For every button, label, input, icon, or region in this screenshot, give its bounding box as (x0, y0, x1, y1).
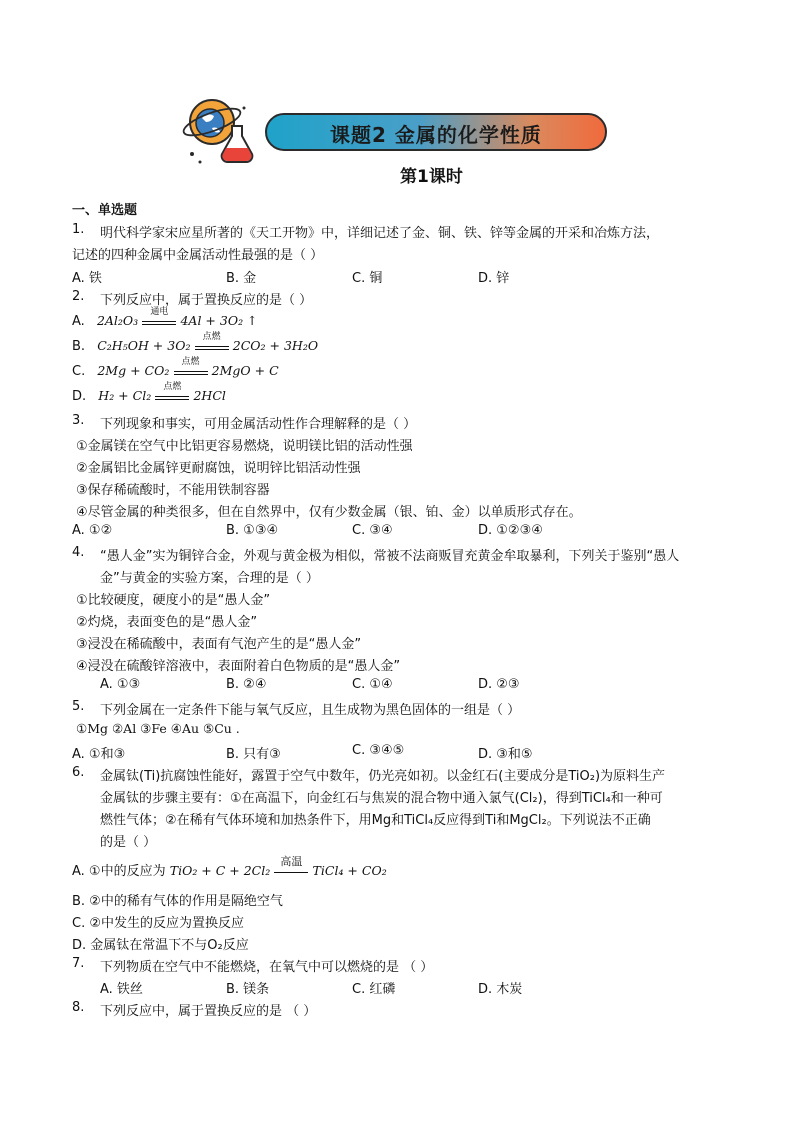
q4-item-3: ③浸没在稀硫酸中，表面有气泡产生的是“愚人金” (76, 637, 362, 652)
equation-left: 2Al₂O₃ (96, 313, 139, 328)
q2-number: 2. (72, 289, 85, 304)
q8-stem: 下列反应中，属于置换反应的是 （ ） (100, 1004, 317, 1019)
reaction-condition: 通电 (142, 315, 176, 325)
reaction-condition: 高温 (274, 866, 308, 875)
q4-number: 4. (72, 545, 85, 560)
q1-line2: 记述的四种金属中金属活动性最强的是（ ） (72, 248, 324, 263)
q4-option-c: C. ①④ (352, 677, 393, 692)
option-label: D. (72, 389, 87, 404)
q2-option-b (72, 332, 319, 354)
q6-option-b: B. ②中的稀有气体的作用是隔绝空气 (72, 894, 283, 909)
section-heading: 一、单选题 (72, 203, 138, 218)
q6-option-d: D. 金属钛在常温下不与O₂反应 (72, 938, 249, 953)
q3-option-d: D. ①②③④ (478, 523, 543, 538)
q3-stem: 下列现象和事实，可用金属活动性作合理解释的是（ ） (100, 417, 417, 432)
q3-item-3: ③保存稀硫酸时，不能用铁制容器 (76, 483, 270, 498)
equation-right: 4Al + 3O₂ ↑ (180, 313, 258, 328)
equation-right: TiCl₄ + CO₂ (312, 863, 387, 878)
q2-option-d (72, 382, 226, 404)
q3-option-b: B. ①③④ (226, 523, 279, 538)
q4-option-a: A. ①③ (100, 677, 141, 692)
q5-option-b: B. 只有③ (226, 747, 281, 762)
q3-option-c: C. ③④ (352, 523, 393, 538)
q3-item-1: ①金属镁在空气中比铝更容易燃烧，说明镁比铝的活动性强 (76, 439, 413, 454)
option-label: B. (72, 339, 86, 354)
q6-line3: 燃性气体；②在稀有气体环境和加热条件下，用Mg和TiCl₄反应得到Ti和MgCl₂。下列说法不正确 (100, 813, 651, 828)
reaction-condition: 点燃 (195, 340, 229, 350)
reaction-condition: 点燃 (155, 390, 189, 400)
q5-option-d: D. ③和⑤ (478, 747, 533, 762)
q1-option-b: B. 金 (226, 271, 257, 286)
reaction-condition: 点燃 (174, 365, 208, 375)
q3-item-2: ②金属铝比金属锌更耐腐蚀，说明锌比铝活动性强 (76, 461, 361, 476)
q2-stem: 下列反应中，属于置换反应的是（ ） (100, 293, 313, 308)
q6-number: 6. (72, 765, 85, 780)
q7-number: 7. (72, 956, 85, 971)
q1-number: 1. (72, 222, 85, 237)
q2-option-c (72, 357, 279, 379)
q7-option-c: C. 红磷 (352, 982, 396, 997)
q1-line1: 明代科学家宋应星所著的《天工开物》中，详细记述了金、铜、铁、锌等金属的开采和冶炼方法， (100, 226, 660, 241)
q5-number: 5. (72, 699, 85, 714)
q7-stem: 下列物质在空气中不能燃烧，在氧气中可以燃烧的是 （ ） (100, 960, 434, 975)
q4-line2: 金”与黄金的实验方案，合理的是（ ） (100, 571, 319, 586)
q8-number: 8. (72, 1000, 85, 1015)
q3-number: 3. (72, 413, 85, 428)
q6-line1: 金属钛(Ti)抗腐蚀性能好，露置于空气中数年，仍光亮如初。以金红石(主要成分是TiO₂)为原料生产 (100, 769, 666, 784)
equation-right: 2MgO + C (211, 363, 279, 378)
q1-option-c: C. 铜 (352, 271, 383, 286)
equation-left: TiO₂ + C + 2Cl₂ (169, 863, 271, 878)
q4-item-4: ④浸没在硫酸锌溶液中，表面附着白色物质的是“愚人金” (76, 659, 401, 674)
header-illustration (182, 96, 254, 168)
q4-line1: “愚人金”实为铜锌合金，外观与黄金极为相似，常被不法商贩冒充黄金牟取暴利，下列关于鉴别“愚人 (100, 549, 680, 564)
q6-line4: 的是（ ） (100, 835, 157, 850)
q5-option-a: A. ①和③ (72, 747, 126, 762)
q3-option-a: A. ①② (72, 523, 113, 538)
q1-option-d: D. 锌 (478, 271, 510, 286)
q7-option-b: B. 镁条 (226, 982, 270, 997)
q5-items: ①Mg ②Al ③Fe ④Au ⑤Cu . (76, 721, 240, 736)
q3-item-4: ④尽管金属的种类很多，但在自然界中，仅有少数金属（银、铂、金）以单质形式存在。 (76, 505, 582, 520)
option-label: C. (72, 364, 86, 379)
q5-stem: 下列金属在一定条件下能与氧气反应，且生成物为黑色固体的一组是（ ） (100, 703, 521, 718)
q5-option-c: C. ③④⑤ (352, 743, 405, 758)
q6-line2: 金属钛的步骤主要有：①在高温下，向金红石与焦炭的混合物中通入氯气(Cl₂)，得到TiCl₄和一种可 (100, 791, 663, 806)
q1-option-a: A. 铁 (72, 271, 102, 286)
page-title: 课题2 金属的化学性质 (330, 123, 542, 147)
q7-option-d: D. 木炭 (478, 982, 523, 997)
q6-option-a (72, 855, 387, 879)
q2-option-a (72, 307, 258, 329)
option-label: A. ①中的反应为 (72, 864, 166, 879)
q4-item-2: ②灼烧，表面变色的是“愚人金” (76, 615, 258, 630)
q7-option-a: A. 铁丝 (100, 982, 143, 997)
page-subtitle: 第1课时 (400, 167, 463, 187)
equation-left: 2Mg + CO₂ (97, 363, 170, 378)
equation-right: 2CO₂ + 3H₂O (232, 338, 319, 353)
q4-option-d: D. ②③ (478, 677, 520, 692)
title-banner (265, 113, 607, 151)
equation-right: 2HCl (193, 388, 226, 403)
q6-option-c: C. ②中发生的反应为置换反应 (72, 916, 244, 931)
flask-globe-icon (182, 96, 254, 168)
equation-left: H₂ + Cl₂ (98, 388, 152, 403)
q4-option-b: B. ②④ (226, 677, 267, 692)
q4-item-1: ①比较硬度，硬度小的是“愚人金” (76, 593, 271, 608)
option-label: A. (72, 314, 85, 329)
equation-left: C₂H₅OH + 3O₂ (97, 338, 191, 353)
